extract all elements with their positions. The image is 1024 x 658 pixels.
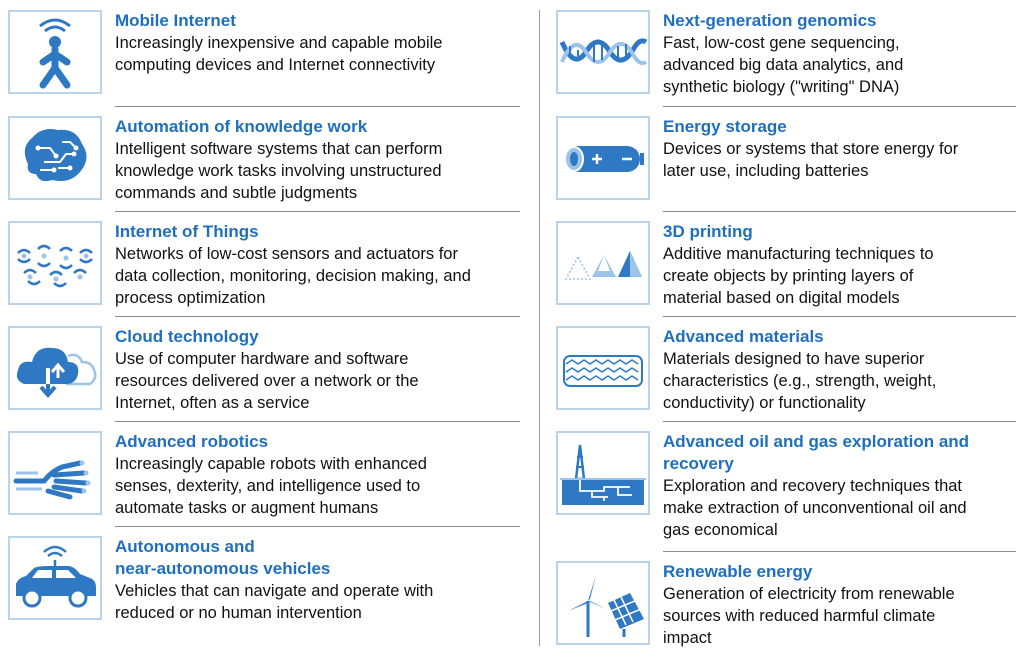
- item-title: Advanced robotics: [115, 432, 269, 451]
- item-desc-line: resources delivered over a network or the: [115, 372, 419, 390]
- item-desc-line: Fast, low-cost gene sequencing,: [663, 34, 900, 52]
- row-separator: [115, 106, 520, 107]
- row-separator: [115, 211, 520, 212]
- item-title: Mobile Internet: [115, 11, 236, 30]
- item-desc-line: Internet, often as a service: [115, 394, 310, 412]
- item-title: Renewable energy: [663, 562, 813, 581]
- row-separator: [663, 551, 1016, 552]
- row-separator: [663, 211, 1016, 212]
- item-desc-line: conductivity) or functionality: [663, 394, 866, 412]
- item-desc-line: Generation of electricity from renewable: [663, 585, 955, 603]
- row-separator: [115, 526, 520, 527]
- item-desc-line: Exploration and recovery techniques that: [663, 477, 963, 495]
- item-desc-line: material based on digital models: [663, 289, 900, 307]
- item-desc-line: automate tasks or augment humans: [115, 499, 379, 517]
- item-title-line2: recovery: [663, 454, 734, 473]
- battery-icon: [556, 116, 650, 200]
- item-desc-line: Devices or systems that store energy for: [663, 140, 959, 158]
- item-desc-line: Networks of low-cost sensors and actuators for: [115, 245, 458, 263]
- circuit-brain-icon: [8, 116, 102, 200]
- item-desc-line: knowledge work tasks involving unstructured: [115, 162, 442, 180]
- item-desc-line: Vehicles that can navigate and operate with: [115, 582, 434, 600]
- item-desc-line: gas economical: [663, 521, 778, 539]
- oil-rig-icon: [556, 431, 650, 515]
- item-desc-line: create objects by printing layers of: [663, 267, 914, 285]
- row-separator: [663, 316, 1016, 317]
- item-desc-line: process optimization: [115, 289, 266, 307]
- item-desc-line: computing devices and Internet connectivity: [115, 56, 436, 74]
- item-desc-line: sources with reduced harmful climate: [663, 607, 936, 625]
- item-title: Advanced oil and gas exploration and: [663, 432, 970, 451]
- item-desc-line: advanced big data analytics, and: [663, 56, 904, 74]
- item-desc-line: Additive manufacturing techniques to: [663, 245, 934, 263]
- pyramids-3d-icon: [556, 221, 650, 305]
- item-desc-line: make extraction of unconventional oil and: [663, 499, 967, 517]
- item-title: Automation of knowledge work: [115, 117, 368, 136]
- dna-helix-icon: [556, 10, 650, 94]
- item-desc-line: characteristics (e.g., strength, weight,: [663, 372, 937, 390]
- item-title: Next-generation genomics: [663, 11, 877, 30]
- column-divider: [539, 10, 540, 646]
- item-title: Energy storage: [663, 117, 787, 136]
- item-desc-line: later use, including batteries: [663, 162, 869, 180]
- robotic-hand-icon: [8, 431, 102, 515]
- item-desc-line: senses, dexterity, and intelligence used to: [115, 477, 421, 495]
- item-title: Autonomous and: [115, 537, 255, 556]
- sensor-network-icon: [8, 221, 102, 305]
- row-separator: [115, 316, 520, 317]
- item-desc-line: data collection, monitoring, decision making, and: [115, 267, 471, 285]
- row-separator: [115, 421, 520, 422]
- row-separator: [663, 421, 1016, 422]
- cloud-upload-icon: [8, 326, 102, 410]
- item-desc-line: reduced or no human intervention: [115, 604, 362, 622]
- item-title: 3D printing: [663, 222, 753, 241]
- item-title-line2: near-autonomous vehicles: [115, 559, 331, 578]
- item-desc-line: Intelligent software systems that can perform: [115, 140, 443, 158]
- item-desc-line: commands and subtle judgments: [115, 184, 358, 202]
- item-desc-line: synthetic biology ("writing" DNA): [663, 78, 900, 96]
- item-desc-line: Materials designed to have superior: [663, 350, 925, 368]
- item-desc-line: Increasingly capable robots with enhanced: [115, 455, 427, 473]
- wind-solar-icon: [556, 561, 650, 645]
- item-title: Advanced materials: [663, 327, 824, 346]
- item-desc-line: impact: [663, 629, 712, 647]
- connected-car-icon: [8, 536, 102, 620]
- item-desc-line: Increasingly inexpensive and capable mobile: [115, 34, 443, 52]
- item-title: Cloud technology: [115, 327, 259, 346]
- walking-person-wifi-icon: [8, 10, 102, 94]
- item-desc-line: Use of computer hardware and software: [115, 350, 409, 368]
- row-separator: [663, 106, 1016, 107]
- nanotube-icon: [556, 326, 650, 410]
- item-title: Internet of Things: [115, 222, 259, 241]
